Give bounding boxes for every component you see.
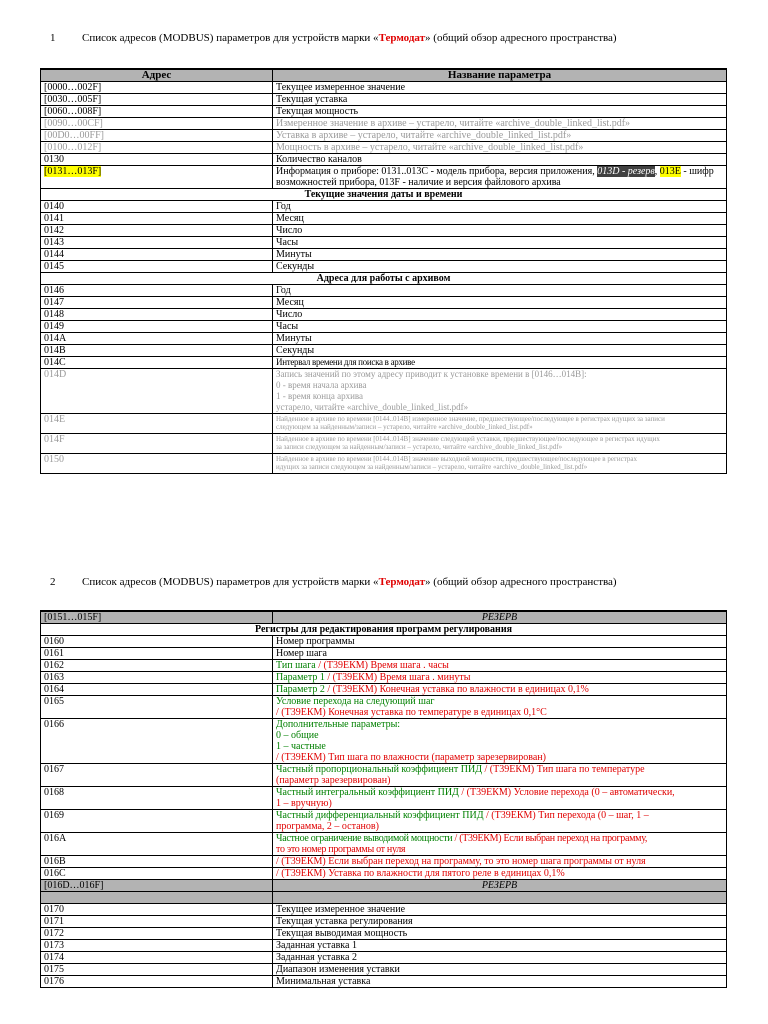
table-row: 0140 Год	[41, 201, 727, 213]
highlighted-code: 013E	[659, 166, 681, 177]
table-row: 0148 Число	[41, 309, 727, 321]
address-table-2	[40, 610, 727, 988]
table-row: 0142 Число	[41, 225, 727, 237]
table-row-deprecated: 014D Запись значений по этому адресу приводит к установке времени в [0146…014B]: 0 - время начала архива 1 - время конца архива устарело, читайте «archive_double_linked_list.pdf»	[41, 369, 727, 414]
table-row: 016B / (Т39ЕКМ) Если выбран переход на программу, то это номер шага программы от нуля	[41, 856, 727, 868]
address-table-1	[40, 68, 727, 474]
table-row: 0171 Текущая уставка регулирования	[41, 916, 727, 928]
heading-text: » (общий обзор адресного пространства)	[425, 576, 617, 588]
table-row: 0166 Дополнительные параметры: 0 – общие 1 – частные / (Т39ЕКМ) Тип шага по влажности (параметр зарезервирован)	[41, 719, 727, 764]
table-row: 014A Минуты	[41, 333, 727, 345]
table-row-deprecated: 014E Найденное в архиве по времени [0144..014B] измеренное значение, предшествующее/последующее в регистрах идущих за записи следующем за найденным/записи – устарело, читайте «archive_double_linked_list.pdf»	[41, 414, 727, 434]
table-row: 0145 Секунды	[41, 261, 727, 273]
table-row: 0141 Месяц	[41, 213, 727, 225]
table-header	[41, 69, 727, 82]
section-1-heading	[50, 32, 617, 44]
column-header-address: Адрес	[41, 69, 273, 82]
table-row-device-info: [0131…013F] Информация о приборе: 0131..013C - модель прибора, версия приложения, 013D - резерв, 013E - шифр возможностей прибора, 013F - наличие и версия файлового архива	[41, 166, 727, 189]
table-row: 0146 Год	[41, 285, 727, 297]
table-row: 0162 Тип шага / (Т39ЕКМ) Время шага . часы	[41, 660, 727, 672]
table-row: 0170 Текущее измеренное значение	[41, 904, 727, 916]
table-row-deprecated: [0100…012F] Мощность в архиве – устарело, читайте «archive_double_linked_list.pdf»	[41, 142, 727, 154]
reserved-highlight: 013D - резерв	[597, 166, 655, 177]
table-row: 0176 Минимальная уставка	[41, 976, 727, 988]
table-row: [0000…002F] Текущее измеренное значение	[41, 82, 727, 94]
table-row-deprecated: [0090…00CF] Измеренное значение в архиве – устарело, читайте «archive_double_linked_list.pdf»	[41, 118, 727, 130]
section-row-datetime: Текущие значения даты и времени	[41, 189, 727, 201]
table-row-deprecated: [00D0…00FF] Уставка в архиве – устарело, читайте «archive_double_linked_list.pdf»	[41, 130, 727, 142]
section-2-heading	[50, 576, 617, 588]
table-row: [0030…005F] Текущая уставка	[41, 94, 727, 106]
section-row-programs: Регистры для редактирования программ регулирования	[41, 624, 727, 636]
heading-text: » (общий обзор адресного пространства)	[425, 32, 617, 44]
table-row: 016A Частное ограничение выводимой мощности / (Т39ЕКМ) Если выбран переход на программу, то это номер программы от нуля	[41, 833, 727, 856]
table-row: 014B Секунды	[41, 345, 727, 357]
table-row-deprecated: 014F Найденное в архиве по времени [0144..014B] значение следующей уставки, предшествующее/последующее в регистрах идущих за записи следующем за найденным/записи – устарело, читайте «archive_double_linked_list.pdf»	[41, 434, 727, 454]
table-row: 0164 Параметр 2 / (Т39ЕКМ) Конечная уставка по влажности в единицах 0,1%	[41, 684, 727, 696]
spacer-row	[41, 892, 727, 904]
section-number: 1	[50, 32, 56, 44]
table-row: 0165 Условие перехода на следующий шаг / (Т39ЕКМ) Конечная уставка по температуре в единицах 0,1°С	[41, 696, 727, 719]
table-row: 0174 Заданная уставка 2	[41, 952, 727, 964]
section-row-archive: Адреса для работы с архивом	[41, 273, 727, 285]
table-row: 0173 Заданная уставка 1	[41, 940, 727, 952]
table-row: 0172 Текущая выводимая мощность	[41, 928, 727, 940]
table-row: 0143 Часы	[41, 237, 727, 249]
table-row: 0149 Часы	[41, 321, 727, 333]
table-row: 0167 Частный пропорциональный коэффициент ПИД / (Т39ЕКМ) Тип шага по температуре (параметр зарезервирован)	[41, 764, 727, 787]
brand-name: Термодат	[378, 32, 426, 44]
section-number: 2	[50, 576, 56, 588]
table-row: 0144 Минуты	[41, 249, 727, 261]
table-row: 0160 Номер программы	[41, 636, 727, 648]
table-row: 0163 Параметр 1 / (Т39ЕКМ) Время шага . минуты	[41, 672, 727, 684]
table-row: 0168 Частный интегральный коэффициент ПИД / (Т39ЕКМ) Условие перехода (0 – автоматически, 1 – вручную)	[41, 787, 727, 810]
table-row: [0060…008F] Текущая мощность	[41, 106, 727, 118]
table-row: 014C Интервал времени для поиска в архиве	[41, 357, 727, 369]
heading-text: Список адресов (MODBUS) параметров для устройств марки «	[82, 32, 379, 44]
column-header-name: Название параметра	[273, 69, 727, 82]
reserved-row: [016D…016F] РЕЗЕРВ	[41, 880, 727, 892]
table-row: 0175 Диапазон изменения уставки	[41, 964, 727, 976]
heading-text: Список адресов (MODBUS) параметров для устройств марки «	[82, 576, 379, 588]
table-row: 0161 Номер шага	[41, 648, 727, 660]
table-row: 016C / (Т39ЕКМ) Уставка по влажности для пятого реле в единицах 0,1%	[41, 868, 727, 880]
brand-name: Термодат	[378, 576, 426, 588]
reserved-row: [0151…015F] РЕЗЕРВ	[41, 611, 727, 624]
table-row: 0147 Месяц	[41, 297, 727, 309]
table-row-deprecated: 0150 Найденное в архиве по времени [0144..014B] значение выходной мощности, предшествующее/последующее в регистрах идущих за записи следующем за найденным/записи – устарело, читайте «archive_double_linked_list.pdf»	[41, 454, 727, 474]
table-row: 0130 Количество каналов	[41, 154, 727, 166]
table-row: 0169 Частный дифференциальный коэффициент ПИД / (Т39ЕКМ) Тип перехода (0 – шаг, 1 – программа, 2 – останов)	[41, 810, 727, 833]
highlighted-address: [0131…013F]	[44, 166, 102, 177]
